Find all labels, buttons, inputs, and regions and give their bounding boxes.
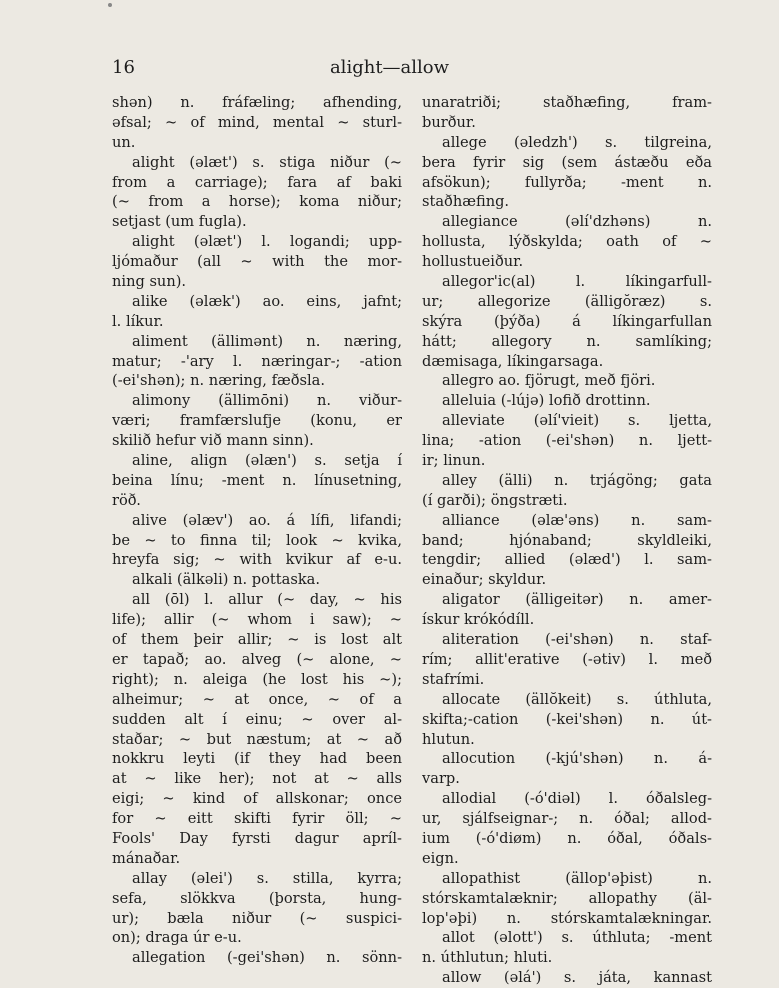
dictionary-line: on); draga úr e-u. xyxy=(112,929,242,947)
dictionary-line: afsökun); fullyrða; -ment n. xyxy=(422,173,712,191)
dictionary-line: aliment (ällimənt) n. næring, xyxy=(132,332,402,350)
dictionary-line: varp. xyxy=(422,770,460,788)
dictionary-line: allegor'ic(al) l. líkingarfull- xyxy=(442,273,712,291)
dictionary-line: all (ōl) l. allur (~ day, ~ his xyxy=(132,591,402,609)
dictionary-line: ljómaður (all ~ with the mor- xyxy=(112,253,402,271)
dictionary-line: einaður; skyldur. xyxy=(422,571,547,589)
dictionary-line: band; hjónaband; skyldleiki, xyxy=(422,531,712,549)
dictionary-line: allege (əledzh') s. tilgreina, xyxy=(442,133,712,151)
dictionary-line: allocate (ällŏkeit) s. úthluta, xyxy=(442,690,712,708)
dictionary-line: röð. xyxy=(112,491,141,509)
dictionary-line: ir; linun. xyxy=(422,452,486,470)
dictionary-line: stórskamtalæknir; allopathy (äl- xyxy=(422,889,712,907)
dictionary-line: hollustueiður. xyxy=(422,253,524,271)
dictionary-line: allot (əlott') s. úthluta; -ment xyxy=(442,929,712,947)
dictionary-line: rím; allit'erative (-ətiv) l. með xyxy=(422,650,712,668)
dictionary-line: allocution (-kjú'shən) n. á- xyxy=(442,750,712,768)
dictionary-line: aligator (älligeitər) n. amer- xyxy=(442,591,712,609)
dictionary-line: (-ei'shən); n. næring, fæðsla. xyxy=(112,372,325,390)
dictionary-line: un. xyxy=(112,133,136,151)
dictionary-line: ning sun). xyxy=(112,273,187,291)
dictionary-line: shən) n. fráfæling; afhending, xyxy=(112,94,402,111)
dictionary-line: from a carriage); fara af baki xyxy=(112,173,402,191)
dictionary-line: allegiance (əlí'dzhəns) n. xyxy=(442,213,712,231)
dictionary-line: tengdir; allied (əlæd') l. sam- xyxy=(422,551,712,569)
dictionary-line: unaratriði; staðhæfing, fram- xyxy=(422,94,712,111)
dictionary-line: l. líkur. xyxy=(112,312,164,330)
dictionary-line: er tapað; ao. alveg (~ alone, ~ xyxy=(112,650,402,668)
dictionary-line: væri; framfærslufje (konu, er xyxy=(112,412,402,430)
dictionary-line: ur, sjálfseignar-; n. óðal; allod- xyxy=(422,810,712,828)
dictionary-line: Fools' Day fyrsti dagur apríl- xyxy=(112,829,402,847)
dictionary-line: dæmisaga, líkingarsaga. xyxy=(422,352,604,370)
dictionary-line: staðhæfing. xyxy=(422,193,510,211)
dictionary-line: alimony (ällimōni) n. viður- xyxy=(132,392,402,410)
dictionary-line: alight (əlæt') l. logandi; upp- xyxy=(132,233,402,251)
dictionary-line: life); allir (~ whom i saw); ~ xyxy=(112,611,402,629)
dictionary-line: hreyfa sig; ~ with kvikur af e-u. xyxy=(112,551,402,569)
dictionary-line: alight (əlæt') s. stiga niður (~ xyxy=(132,153,402,171)
dictionary-line: hlutun. xyxy=(422,730,475,748)
dictionary-line: alleluia (-lúјə) lofið drottinn. xyxy=(442,392,651,410)
right-column xyxy=(422,93,712,988)
dictionary-line: mánaðar. xyxy=(112,849,181,867)
dictionary-line: ur); bæla niður (~ suspici- xyxy=(112,909,402,927)
dictionary-line: ium (-ó'diøm) n. óðal, óðals- xyxy=(422,829,712,847)
dictionary-line: sefa, slökkva (þorsta, hung- xyxy=(112,889,402,907)
dictionary-line: burður. xyxy=(422,113,476,131)
dictionary-line: alley (älli) n. trjágöng; gata xyxy=(442,471,712,489)
dictionary-line: alike (əlæk') ao. eins, jafnt; xyxy=(132,292,402,310)
dictionary-line: right); n. aleiga (he lost his ~); xyxy=(112,670,402,688)
running-head: alight—allow xyxy=(329,57,450,78)
dictionary-line: hátt; allegory n. samlíking; xyxy=(422,332,712,350)
dictionary-line: at ~ like her); not at ~ alls xyxy=(112,770,402,788)
dictionary-line: skifta;-cation (-kei'shən) n. út- xyxy=(422,710,712,728)
dictionary-line: of them þeir allir; ~ is lost alt xyxy=(112,631,402,649)
dictionary-line: allegro ao. fjörugt, með fjöri. xyxy=(442,372,656,390)
dictionary-line: allodial (-ó'diəl) l. óðalsleg- xyxy=(442,790,712,808)
dictionary-line: alive (əlæv') ao. á lífi, lifandi; xyxy=(132,511,402,529)
dictionary-line: eigi; ~ kind of allskonar; once xyxy=(112,790,402,808)
dictionary-line: lop'əþi) n. stórskamtalækningar. xyxy=(422,909,712,927)
dictionary-line: eign. xyxy=(422,849,459,867)
dictionary-line: alliance (əlæ'əns) n. sam- xyxy=(442,511,712,529)
dictionary-line: (í garði); öngstræti. xyxy=(422,491,568,509)
dictionary-line: for ~ eitt skifti fyrir öll; ~ xyxy=(112,810,402,828)
dictionary-line: aliteration (-ei'shən) n. staf- xyxy=(442,631,712,649)
page-number: 16 xyxy=(112,57,135,78)
dictionary-line: allow (əlá') s. játa, kannast xyxy=(442,969,712,987)
dictionary-line: (~ from a horse); koma niður; xyxy=(112,193,402,211)
dictionary-line: alleviate (əlí'vieit) s. ljetta, xyxy=(442,412,712,430)
dictionary-line: be ~ to finna til; look ~ kvika, xyxy=(112,531,402,549)
dictionary-line: aline, align (əlæn') s. setja í xyxy=(132,452,402,470)
dictionary-line: alheimur; ~ at once, ~ of a xyxy=(112,690,402,708)
dictionary-line: lina; -ation (-ei'shən) n. ljett- xyxy=(422,432,712,450)
dictionary-line: matur; -'ary l. næringar-; -ation xyxy=(112,352,402,370)
dictionary-line: ískur krókódíll. xyxy=(422,611,535,629)
dictionary-line: skilið hefur við mann sinn). xyxy=(112,432,314,450)
dictionary-line: allay (əlei') s. stilla, kyrra; xyxy=(132,869,402,887)
ink-speck xyxy=(108,3,112,7)
dictionary-line: n. úthlutun; hluti. xyxy=(422,949,553,967)
dictionary-line: beina línu; -ment n. línusetning, xyxy=(112,471,402,489)
dictionary-line: setjast (um fugla). xyxy=(112,213,247,231)
dictionary-line: allopathist (ällop'əþist) n. xyxy=(442,869,712,887)
dictionary-line: staðar; ~ but næstum; at ~ að xyxy=(112,730,402,748)
dictionary-line: əfsal; ~ of mind, mental ~ sturl- xyxy=(112,113,402,131)
dictionary-line: sudden alt í einu; ~ over al- xyxy=(112,710,402,728)
left-column xyxy=(112,93,402,968)
dictionary-line: alkali (älkəli) n. pottaska. xyxy=(132,571,321,589)
dictionary-line: nokkru leyti (if they had been xyxy=(112,750,402,768)
dictionary-line: allegation (-gei'shən) n. sönn- xyxy=(132,949,402,967)
dictionary-line: stafrími. xyxy=(422,670,485,688)
dictionary-line: hollusta, lýðskylda; oath of ~ xyxy=(422,233,712,251)
dictionary-line: bera fyrir sig (sem ástæðu eða xyxy=(422,153,712,171)
dictionary-line: skýra (þýða) á líkingarfullan xyxy=(422,312,712,330)
dictionary-line: ur; allegorize (älligŏræz) s. xyxy=(422,292,712,310)
